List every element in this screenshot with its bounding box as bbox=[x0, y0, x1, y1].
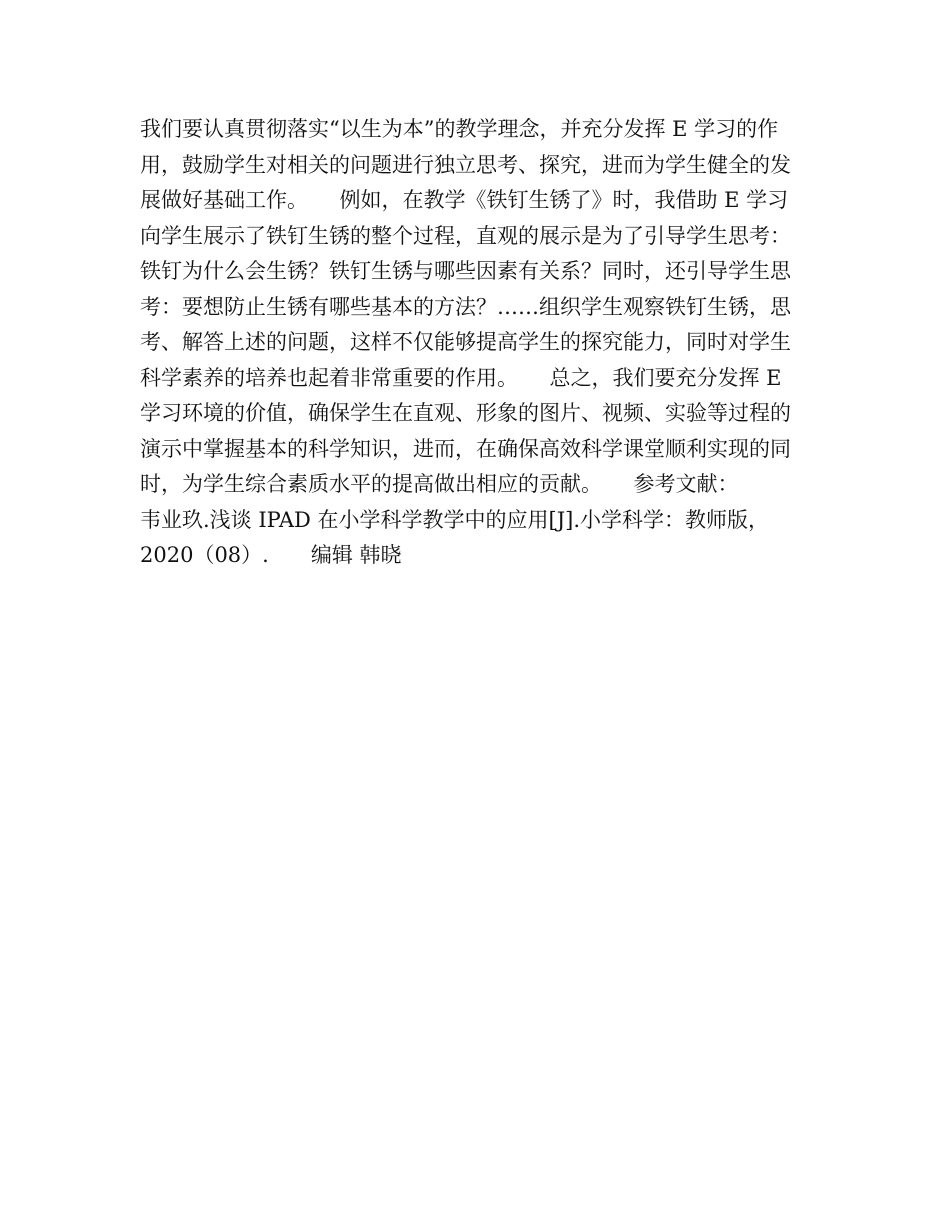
body-text bbox=[140, 112, 820, 574]
text-line-8: 科学素养的培养也起着非常重要的作用。 总之，我们要充分发挥 E bbox=[140, 365, 782, 390]
reference-date-editor-line: 2020（08）. 编辑 韩晓 bbox=[140, 543, 402, 567]
text-line-9: 学习环境的价值，确保学生在直观、形象的图片、视频、实验等过程的 bbox=[140, 401, 791, 425]
text-line-6: 考：要想防止生锈有哪些基本的方法？……组织学生观察铁钉生锈，思 bbox=[140, 294, 791, 319]
reference-line: 韦业玖.浅谈 IPAD 在小学科学教学中的应用[J].小学科学：教师版， bbox=[140, 507, 770, 532]
text-line-2: 用，鼓励学生对相关的问题进行独立思考、探究，进而为学生健全的发 bbox=[140, 152, 791, 177]
text-line-10: 演示中掌握基本的科学知识，进而，在确保高效科学课堂顺利实现的同 bbox=[140, 436, 791, 461]
text-line-1: 我们要认真贯彻落实“以生为本”的教学理念，并充分发挥 E 学习的作 bbox=[140, 117, 779, 141]
text-line-4: 向学生展示了铁钉生锈的整个过程，直观的展示是为了引导学生思考： bbox=[140, 223, 791, 248]
text-line-3: 展做好基础工作。 例如，在教学《铁钉生锈了》时，我借助 E 学习 bbox=[140, 188, 789, 212]
text-line-11: 时，为学生综合素质水平的提高做出相应的贡献。 参考文献： bbox=[140, 472, 739, 496]
text-line-7: 考、解答上述的问题，这样不仅能够提高学生的探究能力，同时对学生 bbox=[140, 330, 791, 354]
text-line-5: 铁钉为什么会生锈？铁钉生锈与哪些因素有关系？同时，还引导学生思 bbox=[140, 259, 791, 283]
